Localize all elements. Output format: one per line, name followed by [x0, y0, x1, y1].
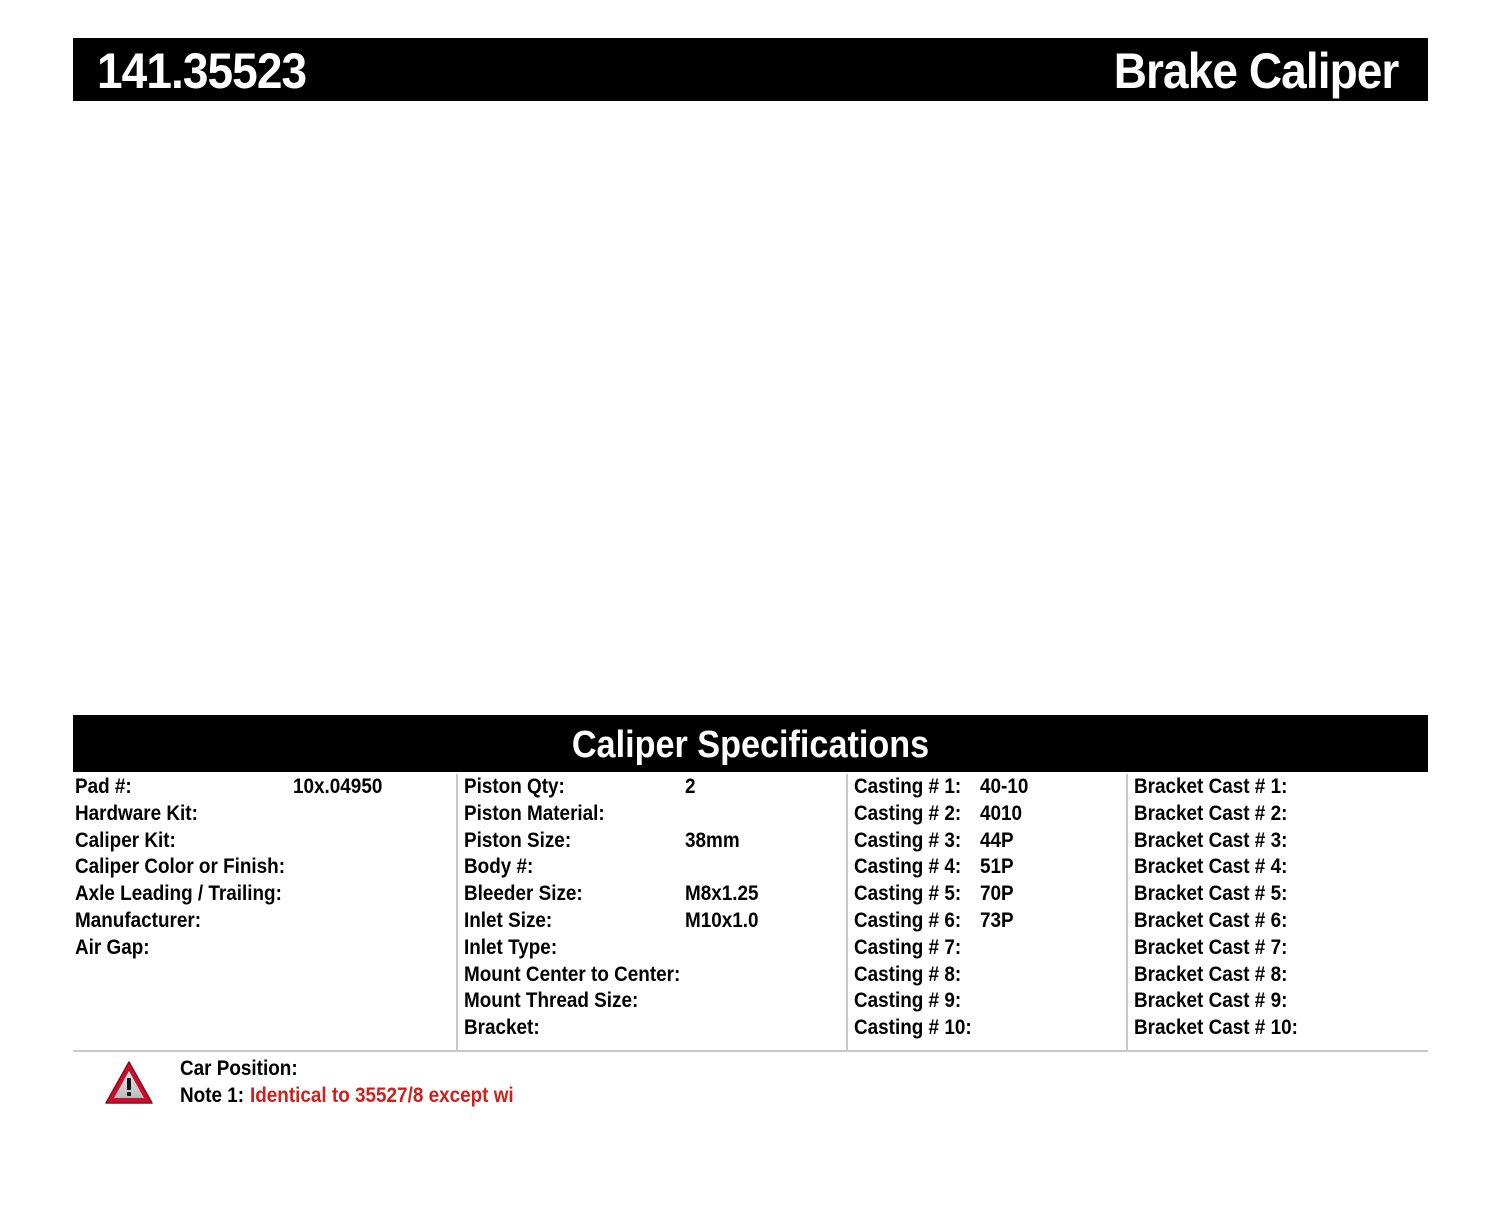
spec-row: [458, 828, 848, 855]
spec-value: 51P: [980, 855, 1014, 879]
spec-table: [73, 772, 1428, 1052]
spec-row: [1128, 774, 1430, 801]
spec-label: Inlet Size:: [464, 908, 553, 932]
spec-label: Pad #:: [75, 775, 132, 798]
spec-row: [73, 774, 456, 801]
spec-label: Casting # 1:: [854, 775, 962, 798]
spec-label: Mount Center to Center:: [464, 962, 681, 986]
spec-label: Bracket Cast # 10:: [1134, 1016, 1298, 1040]
spec-label: Bracket Cast # 8:: [1134, 962, 1288, 986]
spec-row: [848, 935, 1128, 962]
spec-label: Casting # 10:: [854, 1016, 972, 1040]
spec-label: Bleeder Size:: [464, 882, 583, 906]
header-bar: [73, 38, 1428, 101]
spec-row: [73, 881, 456, 908]
spec-row: [1128, 1015, 1430, 1042]
spec-value: 4010: [980, 801, 1023, 825]
spec-label: Axle Leading / Trailing:: [75, 882, 282, 906]
spec-row: [1128, 881, 1430, 908]
spec-label: Bracket Cast # 2:: [1134, 801, 1288, 825]
spec-row: [73, 854, 456, 881]
spec-label: Casting # 3:: [854, 828, 962, 852]
spec-label: Manufacturer:: [75, 908, 202, 932]
warning-icon: [104, 1060, 154, 1106]
spec-label: Body #:: [464, 855, 534, 879]
spec-label: Piston Material:: [464, 801, 605, 825]
spec-row: [848, 1015, 1128, 1042]
spec-column-casting: [846, 774, 1128, 1050]
spec-value: 10x.04950: [293, 775, 383, 798]
spec-row: [458, 988, 848, 1015]
spec-label: Caliper Kit:: [75, 828, 176, 852]
document-title: Brake Caliper: [1113, 43, 1398, 99]
spec-label: Casting # 9:: [854, 989, 962, 1013]
spec-row: [73, 801, 456, 828]
spec-row: [458, 935, 848, 962]
spec-label: Casting # 4:: [854, 855, 962, 879]
spec-label: Hardware Kit:: [75, 801, 198, 825]
spec-row: [458, 801, 848, 828]
spec-row: [848, 801, 1128, 828]
spec-row: [848, 854, 1128, 881]
spec-row: [1128, 801, 1430, 828]
spec-row: [1128, 935, 1430, 962]
spec-section-title: Caliper Specifications: [571, 724, 930, 766]
product-image-area: [73, 101, 1428, 715]
spec-column-bracket-cast: [1126, 774, 1430, 1050]
spec-row: [1128, 908, 1430, 935]
spec-value: 44P: [980, 828, 1014, 852]
spec-column-piston: [456, 774, 848, 1050]
spec-label: Bracket Cast # 1:: [1134, 775, 1288, 798]
spec-row: [848, 774, 1128, 801]
spec-label: Bracket Cast # 9:: [1134, 989, 1288, 1013]
spec-row: [73, 935, 456, 962]
spec-row: [458, 854, 848, 881]
spec-row: [1128, 962, 1430, 989]
spec-value: 73P: [980, 908, 1014, 932]
spec-row: [848, 988, 1128, 1015]
car-position-label: Car Position:: [180, 1057, 298, 1080]
spec-label: Casting # 8:: [854, 962, 962, 986]
note-text: Identical to 35527/8 except wi: [250, 1084, 514, 1107]
spec-label: Bracket Cast # 6:: [1134, 908, 1288, 932]
spec-label: Bracket Cast # 3:: [1134, 828, 1288, 852]
note-label: Note 1:: [180, 1084, 245, 1107]
spec-row: [458, 962, 848, 989]
spec-row: [1128, 988, 1430, 1015]
spec-label: Casting # 6:: [854, 908, 962, 932]
spec-row: [1128, 828, 1430, 855]
spec-row: [848, 908, 1128, 935]
spec-section-header: [73, 715, 1428, 772]
spec-label: Bracket:: [464, 1016, 540, 1040]
spec-row: [1128, 854, 1430, 881]
spec-column-general: [73, 774, 456, 1050]
spec-value: 38mm: [685, 828, 740, 852]
spec-label: Bracket Cast # 4:: [1134, 855, 1288, 879]
spec-label: Piston Size:: [464, 828, 572, 852]
spec-label: Casting # 7:: [854, 935, 962, 959]
spec-value: 40-10: [980, 775, 1029, 798]
spec-row: [458, 908, 848, 935]
spec-row: [848, 828, 1128, 855]
spec-label: Piston Qty:: [464, 775, 565, 798]
spec-label: Air Gap:: [75, 935, 150, 959]
spec-row: [848, 881, 1128, 908]
spec-value: M10x1.0: [685, 908, 759, 932]
spec-value: M8x1.25: [685, 882, 759, 906]
spec-label: Inlet Type:: [464, 935, 558, 959]
part-number: 141.35523: [97, 43, 307, 99]
spec-label: Casting # 5:: [854, 882, 962, 906]
spec-value: 2: [685, 775, 696, 798]
spec-label: Bracket Cast # 5:: [1134, 882, 1288, 906]
spec-label: Casting # 2:: [854, 801, 962, 825]
spec-label: Bracket Cast # 7:: [1134, 935, 1288, 959]
spec-label: Mount Thread Size:: [464, 989, 639, 1013]
spec-label: Caliper Color or Finish:: [75, 855, 286, 879]
spec-row: [848, 962, 1128, 989]
spec-row: [458, 1015, 848, 1042]
spec-row: [73, 828, 456, 855]
spec-row: [458, 774, 848, 801]
spec-row: [458, 881, 848, 908]
spec-value: 70P: [980, 882, 1014, 906]
spec-row: [73, 908, 456, 935]
